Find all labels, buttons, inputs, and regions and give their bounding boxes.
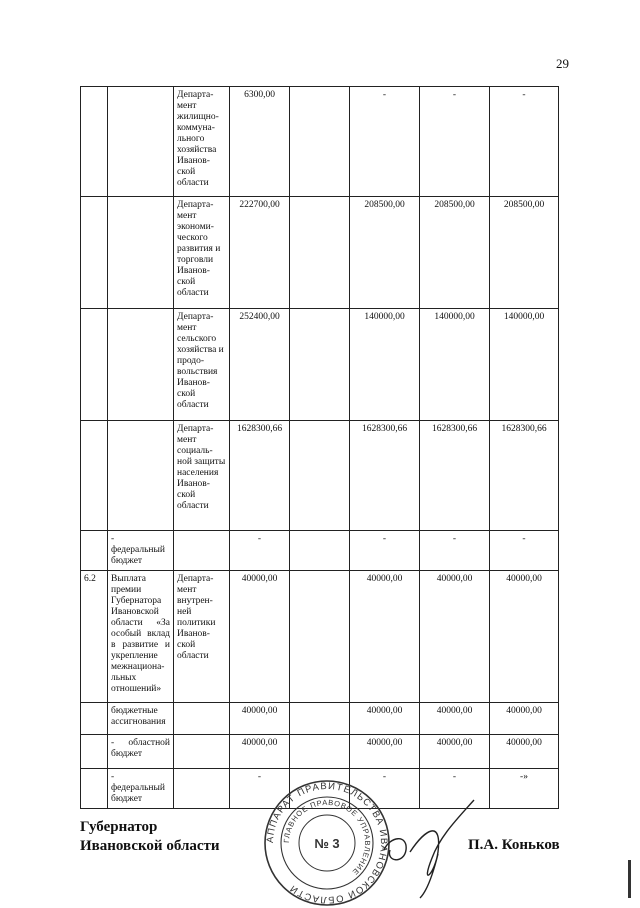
cell-total: -: [230, 531, 290, 571]
cell-c7: -: [420, 769, 490, 809]
cell-total: 222700,00: [230, 197, 290, 309]
governor-title-line1: Губернатор: [80, 819, 158, 835]
table-row: [81, 735, 559, 769]
table-row: [81, 87, 559, 197]
cell-c8: 208500,00: [490, 197, 559, 309]
cell-c6: -: [350, 87, 420, 197]
cell-c6: 40000,00: [350, 571, 420, 703]
budget-table-body: [81, 87, 559, 809]
cell-idx: [81, 309, 108, 421]
cell-idx: [81, 197, 108, 309]
stamp-inner-text: ГЛАВНОЕ ПРАВОВОЕ УПРАВЛЕНИЕ: [281, 797, 373, 878]
cell-c6: -: [350, 769, 420, 809]
cell-c8: -: [490, 87, 559, 197]
cell-total: 6300,00: [230, 87, 290, 197]
cell-c6: 1628300,66: [350, 421, 420, 531]
table-row: [81, 197, 559, 309]
cell-c6: 40000,00: [350, 735, 420, 769]
cell-desc: [108, 421, 174, 531]
cell-c5: [290, 735, 350, 769]
cell-c7: 40000,00: [420, 571, 490, 703]
cell-dept: Департа-мент социаль-ной защиты населения Иванов-ской области: [174, 421, 230, 531]
cell-total: -: [230, 769, 290, 809]
cell-c6: -: [350, 531, 420, 571]
cell-desc: [108, 197, 174, 309]
cell-c5: [290, 309, 350, 421]
cell-total: 1628300,66: [230, 421, 290, 531]
cell-c7: 40000,00: [420, 735, 490, 769]
signatory-name: П.А. Коньков: [468, 837, 560, 853]
table-row: [81, 421, 559, 531]
cell-idx: [81, 421, 108, 531]
stamp-center-text: № 3: [314, 836, 340, 851]
cell-idx: [81, 531, 108, 571]
cell-c7: 208500,00: [420, 197, 490, 309]
cell-idx: [81, 87, 108, 197]
table-row: [81, 703, 559, 735]
scan-edge-mark: [628, 860, 631, 898]
table-row: [81, 531, 559, 571]
table-row: [81, 309, 559, 421]
cell-total: 252400,00: [230, 309, 290, 421]
cell-c6: 208500,00: [350, 197, 420, 309]
cell-c8: 140000,00: [490, 309, 559, 421]
cell-desc: [108, 309, 174, 421]
cell-desc: бюджетные ассигнования: [108, 703, 174, 735]
cell-c5: [290, 421, 350, 531]
cell-desc: - областной бюджет: [108, 735, 174, 769]
cell-c7: 140000,00: [420, 309, 490, 421]
cell-c5: [290, 703, 350, 735]
stamp-outer-text: АППАРАТ ПРАВИТЕЛЬСТВА ИВАНОВСКОЙ ОБЛАСТИ: [264, 780, 390, 906]
cell-c7: -: [420, 531, 490, 571]
cell-idx: [81, 735, 108, 769]
cell-desc: - федеральный бюджет: [108, 769, 174, 809]
cell-c8: -: [490, 531, 559, 571]
cell-c5: [290, 571, 350, 703]
cell-c8: 1628300,66: [490, 421, 559, 531]
cell-total: 40000,00: [230, 735, 290, 769]
cell-desc: - федеральный бюджет: [108, 531, 174, 571]
budget-table: [80, 86, 559, 809]
cell-dept: Департа-мент экономи-ческого развития и торговли Иванов-ской области: [174, 197, 230, 309]
cell-idx: [81, 769, 108, 809]
cell-c8: 40000,00: [490, 703, 559, 735]
cell-c7: -: [420, 87, 490, 197]
cell-idx: [81, 703, 108, 735]
cell-dept: Департа-мент жилищно-коммуна-льного хозяйства Иванов-ской области: [174, 87, 230, 197]
cell-dept: [174, 531, 230, 571]
cell-c5: [290, 531, 350, 571]
governor-title-line2: Ивановской области: [80, 838, 220, 854]
cell-desc: [108, 87, 174, 197]
cell-idx: 6.2: [81, 571, 108, 703]
cell-c6: 40000,00: [350, 703, 420, 735]
signature-mark: [380, 792, 485, 902]
cell-c8: -»: [490, 769, 559, 809]
cell-c7: 40000,00: [420, 703, 490, 735]
cell-dept: Департа-мент сельского хозяйства и продо-вольствия Иванов-ской области: [174, 309, 230, 421]
page-number: 29: [556, 56, 569, 71]
table-row: [81, 571, 559, 703]
cell-dept: [174, 769, 230, 809]
governor-title: [80, 818, 220, 856]
cell-c5: [290, 87, 350, 197]
official-stamp: [262, 778, 392, 908]
cell-c6: 140000,00: [350, 309, 420, 421]
cell-c7: 1628300,66: [420, 421, 490, 531]
cell-c8: 40000,00: [490, 571, 559, 703]
cell-dept: Департа-мент внутрен-ней политики Иванов-ской области: [174, 571, 230, 703]
cell-c8: 40000,00: [490, 735, 559, 769]
cell-total: 40000,00: [230, 571, 290, 703]
cell-desc: Выплата премии Губернатора Ивановской области «За особый вклад в развитие и укрепление межнациона-льных отношений»: [108, 571, 174, 703]
cell-dept: [174, 735, 230, 769]
cell-dept: [174, 703, 230, 735]
cell-c5: [290, 197, 350, 309]
cell-total: 40000,00: [230, 703, 290, 735]
